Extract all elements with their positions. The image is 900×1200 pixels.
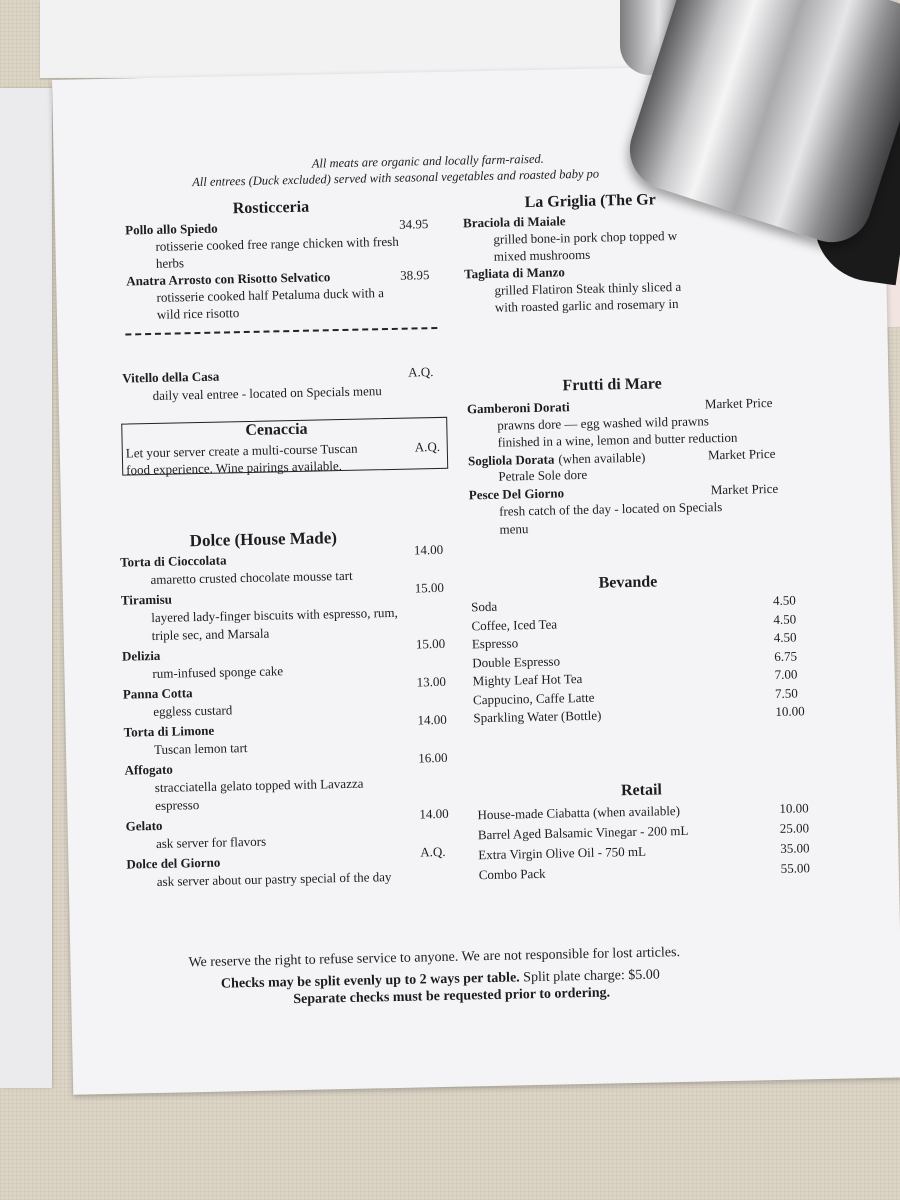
item-desc: grilled Flatiron Steak thinly sliced a	[494, 278, 682, 298]
dessert-desc: triple sec, and Marsala	[151, 625, 270, 644]
beverage-price: 4.50	[773, 611, 797, 627]
item-desc: rotisserie cooked half Petaluma duck with a	[156, 285, 385, 305]
dessert-price: 15.00	[415, 635, 446, 652]
dessert-desc: amaretto crusted chocolate mousse tart	[150, 567, 353, 588]
dessert-price: 14.00	[417, 711, 447, 728]
dessert-price: 14.00	[419, 805, 449, 822]
dessert-desc: ask server about our pastry special of the day	[156, 869, 392, 889]
beverage-name: Double Espresso	[472, 652, 561, 670]
cenaccia-desc: Let your server create a multi-course Tuscan	[125, 440, 358, 461]
dessert-price: A.Q.	[420, 843, 446, 860]
item-price: Market Price	[707, 445, 776, 463]
retail-price: 35.00	[780, 840, 810, 856]
dessert-desc: layered lady-finger biscuits with espresso, rum,	[151, 604, 398, 626]
beverage-name: Coffee, Iced Tea	[471, 616, 558, 633]
retail-price: 10.00	[779, 800, 809, 816]
note-organic: All meats are organic and locally farm-raised.	[311, 151, 544, 171]
background-paper-top	[40, 0, 660, 78]
retail-price: 25.00	[779, 820, 810, 836]
dessert-price: 14.00	[413, 541, 444, 558]
beverage-price: 7.50	[774, 685, 798, 701]
dessert-name: Delizia	[121, 647, 161, 664]
item-name: Pesce Del Giorno	[468, 485, 565, 503]
dessert-price: 16.00	[418, 749, 448, 766]
item-name: Vitello della Casa	[122, 368, 220, 386]
dashed-divider	[125, 327, 437, 336]
dessert-name: Torta di Cioccolata	[119, 552, 227, 570]
section-title-rosticceria: Rosticceria	[232, 198, 310, 218]
dessert-name: Dolce del Giorno	[126, 854, 221, 872]
item-price: A.Q.	[414, 438, 441, 455]
beverage-name: Mighty Leaf Hot Tea	[472, 671, 583, 689]
beverage-name: Espresso	[471, 635, 519, 652]
item-desc: grilled bone-in pork chop topped w	[493, 227, 678, 247]
dessert-desc: stracciatella gelato topped with Lavazza	[154, 775, 364, 795]
item-price: 38.95	[400, 267, 430, 283]
retail-name: Combo Pack	[478, 865, 546, 883]
dessert-desc: rum-infused sponge cake	[152, 663, 284, 682]
note-entrees: All entrees (Duck excluded) served with seasonal vegetables and roasted baby po	[192, 166, 600, 190]
item-name: Sogliola Dorata	[467, 451, 555, 469]
section-title-retail: Retail	[620, 781, 663, 800]
retail-name: Barrel Aged Balsamic Vinegar - 200 mL	[477, 822, 689, 843]
beverage-price: 7.00	[774, 666, 798, 682]
cenaccia-desc: food experience. Wine pairings available.	[126, 458, 343, 478]
dessert-desc: espresso	[155, 797, 200, 813]
item-desc: wild rice risotto	[156, 305, 240, 322]
section-title-dolce: Dolce (House Made)	[189, 528, 338, 551]
retail-name: House-made Ciabatta (when available)	[477, 803, 681, 823]
footer-checks-bold: Checks may be split evenly up to 2 ways per table.	[220, 970, 520, 992]
dessert-name: Panna Cotta	[122, 685, 193, 702]
retail-name: Extra Virgin Olive Oil - 750 mL	[478, 843, 647, 863]
retail-price: 55.00	[780, 860, 811, 876]
item-desc: Petrale Sole dore	[498, 466, 588, 484]
beverage-name: Soda	[470, 598, 498, 615]
section-title-griglia: La Griglia (The Gr	[524, 191, 656, 212]
item-name: Pollo allo Spiedo	[125, 220, 218, 238]
dessert-name: Affogato	[124, 761, 174, 778]
beverage-price: 10.00	[775, 703, 805, 719]
footer-separate-checks: Separate checks must be requested prior to ordering.	[293, 985, 611, 1008]
beverage-name: Cappucino, Caffe Latte	[472, 689, 595, 707]
item-name: Tagliata di Manzo	[463, 264, 565, 282]
beverage-price: 4.50	[773, 629, 797, 646]
item-desc: menu	[499, 521, 529, 537]
dessert-desc: ask server for flavors	[155, 833, 267, 851]
footer-disclaimer: We reserve the right to refuse service to anyone. We are not responsible for lost articles.	[188, 945, 681, 971]
section-title-cenaccia: Cenaccia	[245, 420, 308, 440]
item-desc: prawns dore — egg washed wild prawns	[497, 413, 710, 433]
beverage-price: 6.75	[774, 648, 798, 664]
item-desc: finished in a wine, lemon and butter reduction	[497, 429, 738, 450]
item-price: Market Price	[710, 480, 779, 498]
item-desc: rotisserie cooked free range chicken with fresh	[155, 233, 399, 254]
footer-split-charge: Split plate charge: $5.00	[519, 967, 660, 986]
background-paper-left	[0, 88, 52, 1088]
dessert-name: Tiramisu	[120, 591, 173, 608]
item-desc: herbs	[155, 255, 185, 271]
beverage-price: 4.50	[772, 592, 796, 609]
item-desc: fresh catch of the day - located on Specials	[498, 499, 723, 519]
dessert-name: Gelato	[125, 817, 163, 834]
beverage-name: Sparkling Water (Bottle)	[473, 707, 602, 726]
section-title-bevande: Bevande	[598, 573, 658, 592]
item-price: A.Q.	[408, 364, 434, 380]
item-name: Braciola di Maiale	[462, 213, 566, 231]
dessert-desc: eggless custard	[153, 702, 233, 720]
item-desc: daily veal entree - located on Specials menu	[152, 383, 382, 403]
item-desc: with roasted garlic and rosemary in	[494, 295, 679, 315]
dessert-name: Torta di Limone	[123, 722, 215, 740]
item-name: Anatra Arrosto con Risotto Selvatico	[126, 269, 331, 289]
dessert-desc: Tuscan lemon tart	[153, 740, 248, 758]
section-title-frutti: Frutti di Mare	[562, 375, 662, 395]
item-note: (when available)	[558, 449, 646, 467]
item-name: Gamberoni Dorati	[466, 399, 570, 417]
item-price: 34.95	[398, 216, 429, 232]
dessert-price: 13.00	[416, 673, 447, 690]
dessert-price: 15.00	[414, 579, 445, 596]
item-desc: mixed mushrooms	[493, 246, 591, 264]
item-price: Market Price	[704, 394, 773, 412]
